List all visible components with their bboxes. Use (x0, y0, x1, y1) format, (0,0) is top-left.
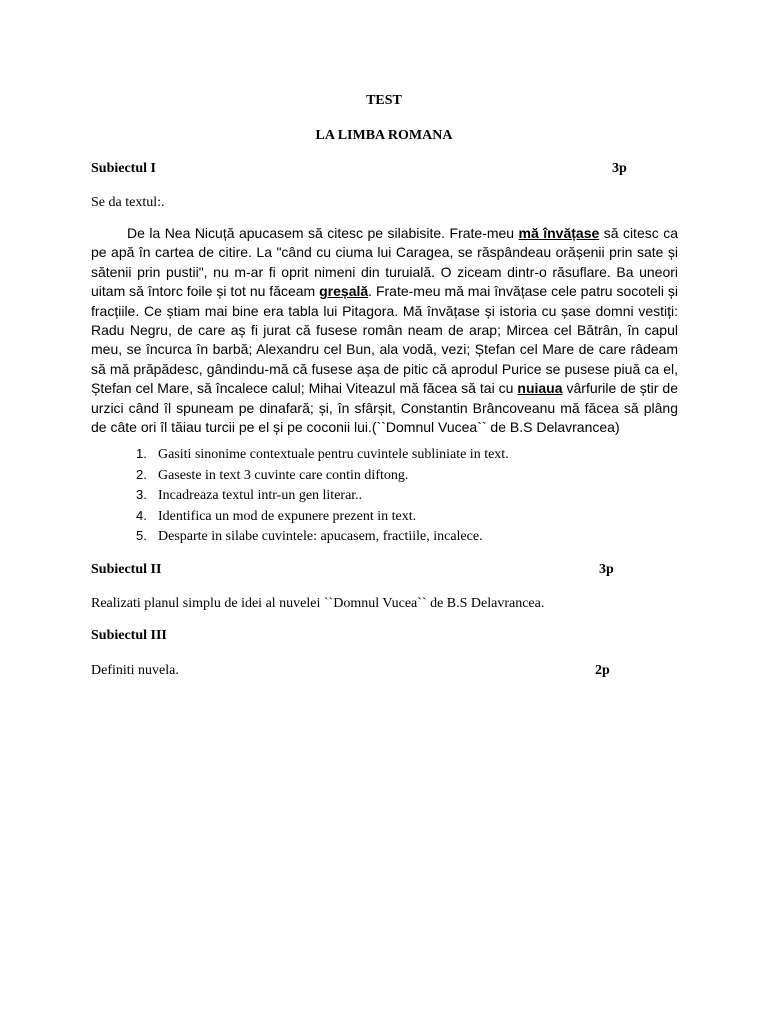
subject-1-points: 3p (612, 161, 627, 176)
highlighted-word-3: nuiaua (517, 380, 563, 397)
subject-1-intro: Se da textul:. (91, 195, 165, 210)
subject-2-points: 3p (599, 562, 614, 577)
question-text: Incadreaza textul intr-un gen literar.. (158, 488, 363, 503)
passage-text-2: să citesc ca pe apă în cartea de citire. La "când cu ciuma lui Caragea, se răspândeau orășenii prin sate și sătenii prin pustii", nu m-ar fi oprit nimeni din turuială. O ziceam dintr-o răsuflare. Ba uneori uitam să întorc foile și tot nu făceam (91, 225, 678, 300)
passage-text-4: vârfurile de știr de urzici când îl spuneam pe dinafară; și, în sfârșit, Constantin Brâncoveanu mă făcea să plâng de câte ori îl tăiau turcii pe el și pe coconii lui.(``Domnul Vucea`` de B.S Delavrancea) (91, 380, 678, 436)
passage-text-3: . Frate-meu mă mai învățase cele patru socoteli și fracțiile. Ce știam mai bine era tabla lui Pitagora. Mă învățase și istoria cu șase domni vestiți: Radu Negru, de care aș fi jurat că fusese român neam de arap; Mircea cel Bătrân, în capul meu, se încurca în barbă; Alexandru cel Bun, ala vodă, vezi; Ștefan cel Mare de care râdeam să mă prăpădesc, gândindu-mă că fusese așa de pitic că aprodul Purice se pusese piuă ca el, Ștefan cel Mare, să încalece calul; Mihai Viteazul mă făcea să tai cu (91, 283, 678, 397)
question-text: Gaseste in text 3 cuvinte care contin diftong. (158, 467, 409, 483)
question-list (136, 444, 509, 547)
question-number: 5. (136, 528, 147, 543)
question-number: 3. (136, 487, 147, 502)
document-title: TEST (366, 93, 402, 108)
text-passage (91, 224, 678, 437)
question-number: 2. (136, 466, 147, 482)
question-item (136, 444, 509, 465)
subject-1-heading: Subiectul I (91, 161, 156, 176)
question-number: 1. (136, 446, 147, 461)
subject-2-text: Realizati planul simplu de idei al nuvelei ``Domnul Vucea`` de B.S Delavrancea. (91, 596, 545, 611)
question-item (136, 465, 509, 486)
highlighted-word-2: greșală (319, 283, 369, 300)
passage-text-1: De la Nea Nicuță apucasem să citesc pe silabisite. Frate-meu (127, 225, 519, 241)
highlighted-word-1: mă învățase (518, 225, 600, 241)
question-text: Desparte in silabe cuvintele: apucasem, fractiile, incalece. (158, 529, 483, 544)
question-item (136, 485, 509, 506)
question-text: Gasiti sinonime contextuale pentru cuvintele subliniate in text. (158, 447, 509, 462)
question-item (136, 526, 509, 547)
question-number: 4. (136, 507, 147, 523)
subject-3-heading: Subiectul III (91, 628, 167, 643)
document-subtitle: LA LIMBA ROMANA (315, 128, 453, 143)
question-text: Identifica un mod de expunere prezent in text. (158, 508, 417, 524)
subject-2-heading: Subiectul II (91, 562, 162, 577)
question-item (136, 506, 509, 527)
subject-3-points: 2p (595, 663, 610, 678)
subject-3-text: Definiti nuvela. (91, 663, 179, 678)
